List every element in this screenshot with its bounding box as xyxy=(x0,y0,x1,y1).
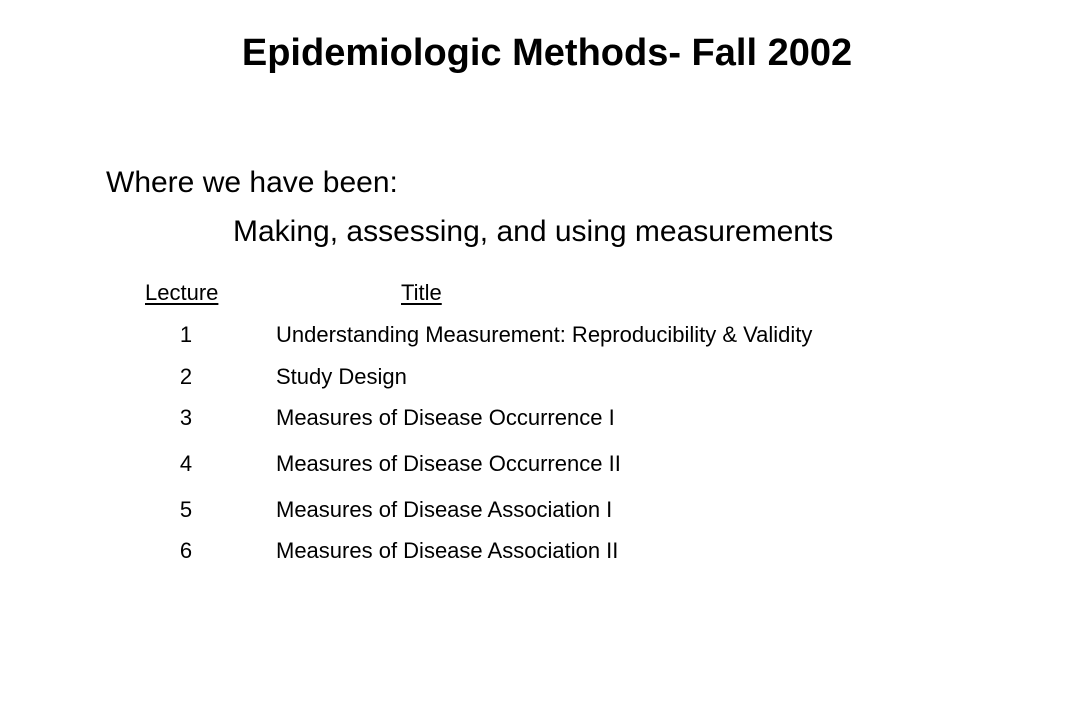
lecture-number: 1 xyxy=(179,322,193,347)
slide-title: Epidemiologic Methods- Fall 2002 xyxy=(241,32,853,74)
lecture-title: Measures of Disease Association I xyxy=(276,497,613,522)
column-header-title: Title xyxy=(401,280,442,305)
lecture-number: 3 xyxy=(179,405,193,430)
lecture-title: Measures of Disease Association II xyxy=(276,538,619,563)
lecture-number: 5 xyxy=(179,497,193,522)
column-header-lecture: Lecture xyxy=(145,280,219,305)
section-heading: Where we have been: xyxy=(106,166,398,199)
lecture-title: Study Design xyxy=(276,364,407,389)
lecture-title: Understanding Measurement: Reproducibility & Validity xyxy=(276,322,813,347)
lecture-number: 6 xyxy=(179,538,193,563)
lecture-number: 2 xyxy=(179,364,193,389)
lecture-number: 4 xyxy=(179,451,193,476)
section-subheading: Making, assessing, and using measurements xyxy=(233,215,834,248)
lecture-title: Measures of Disease Occurrence I xyxy=(276,405,615,430)
lecture-title: Measures of Disease Occurrence II xyxy=(276,451,621,476)
